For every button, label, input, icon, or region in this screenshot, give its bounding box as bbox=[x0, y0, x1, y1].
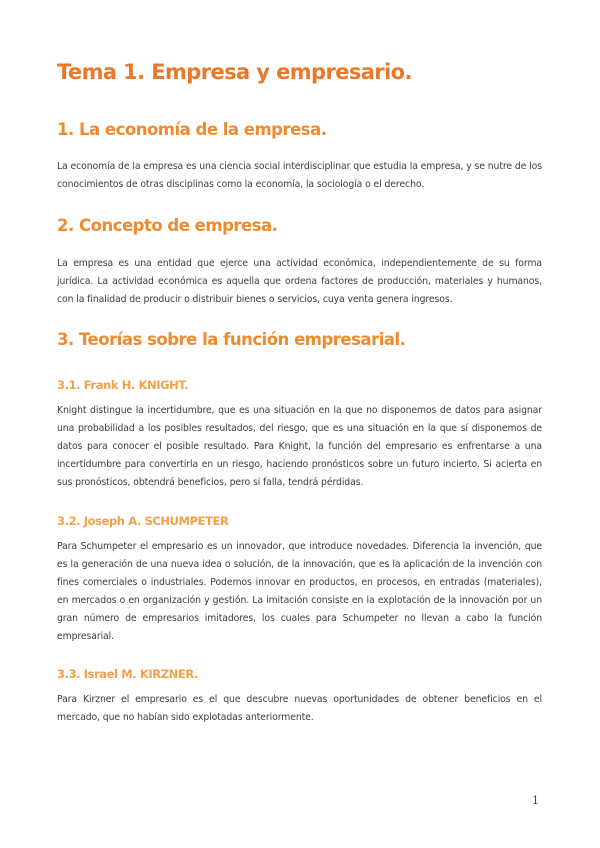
page-number: 1 bbox=[532, 794, 539, 807]
section-1-heading: 1. La economía de la empresa. bbox=[57, 120, 327, 139]
subsection-3-2-paragraph: Para Schumpeter el empresario es un innovador, que introduce novedades. Diferencia la invención, que es la generación de una nueva idea o solución, de la innovación, que es la aplicación de la invención con fines comerciales o industriales. Podemos innovar en productos, en procesos, en entradas (materiales), en mercados o en organización y gestión. La imitación consiste en la explotación de la innovación por un gran número de empresarios imitadores, los cuales para Schumpeter no llevan a cabo la función empresarial. bbox=[57, 541, 542, 642]
section-1-paragraph: La economía de la empresa es una ciencia social interdisciplinar que estudia la empresa, y se nutre de los conocimientos de otras disciplinas como la economía, la sociología o el derecho. bbox=[57, 161, 542, 190]
subsection-3-1-heading: 3.1. Frank H. KNIGHT. bbox=[57, 378, 189, 392]
subsection-3-1-paragraph: Knight distingue la incertidumbre, que es una situación en la que no disponemos de datos para asignar una probabilidad a los posibles resultados, del riesgo, que es una situación en la que sí disponemos de datos para conocer el posible resultado. Para Knight, la función del empresario es enfrentarse a una incertidumbre para convertirla en un riesgo, haciendo pronósticos sobre un futuro incierto. Si acierta en sus pronósticos, obtendrá beneficios, pero si falla, tendrá pérdidas. bbox=[57, 405, 542, 488]
subsection-3-2-heading: 3.2. Joseph A. SCHUMPETER bbox=[57, 514, 229, 528]
subsection-3-3-paragraph: Para Kirzner el empresario es el que descubre nuevas oportunidades de obtener beneficios en el mercado, que no habían sido explotadas anteriormente. bbox=[57, 694, 542, 723]
section-2-paragraph: La empresa es una entidad que ejerce una actividad económica, independientemente de su forma jurídica. La actividad económica es aquella que ordena factores de producción, materiales y humanos, con la finalidad de producir o distribuir bienes o servicios, cuya venta genera ingresos. bbox=[57, 258, 542, 305]
document-title: Tema 1. Empresa y empresario. bbox=[57, 60, 412, 84]
subsection-3-3-heading: 3.3. Israel M. KIRZNER. bbox=[57, 667, 198, 681]
section-2-heading: 2. Concepto de empresa. bbox=[57, 216, 278, 235]
section-3-heading: 3. Teorías sobre la función empresarial. bbox=[57, 330, 406, 349]
